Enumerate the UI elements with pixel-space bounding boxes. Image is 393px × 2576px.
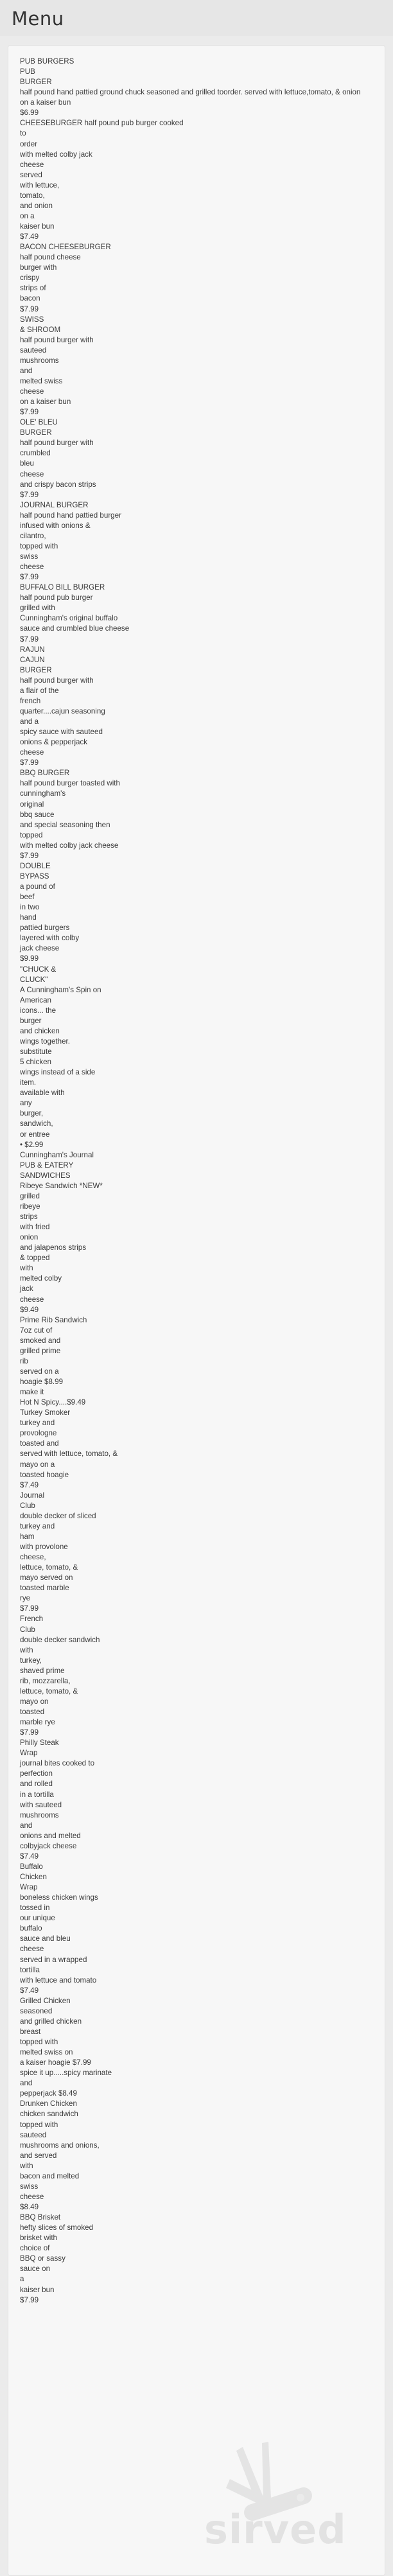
menu-line: Club [20,1625,35,1634]
menu-line: mayo served on [20,1573,73,1582]
menu-line: BBQ Brisket [20,2213,61,2222]
menu-line: $7.49 [20,1480,39,1489]
menu-line: with [20,1645,33,1654]
menu-line: and jalapenos strips [20,1243,87,1252]
menu-line: and rolled [20,1780,53,1789]
menu-line: $7.99 [20,1728,39,1737]
menu-line: burger, [20,1109,44,1118]
menu-line: sauce on [20,2265,51,2274]
menu-line: BBQ BURGER [20,769,70,778]
menu-line: bleu [20,459,34,468]
menu-line: BACON CHEESEBURGER [20,243,111,252]
menu-line: BBQ or sassy [20,2254,66,2263]
menu-line: Cunningham's Journal [20,1150,94,1159]
menu-line: available with [20,1089,65,1098]
menu-line: Club [20,1501,35,1510]
menu-line: on a kaiser bun [20,98,71,107]
menu-line: Prime Rib Sandwich [20,1315,87,1324]
menu-line: $7.99 [20,408,39,417]
menu-line: Ribeye Sandwich *NEW* [20,1181,103,1190]
menu-line: hefty slices of smoked [20,2223,94,2232]
menu-line: & topped [20,1254,50,1263]
menu-line: lettuce, tomato, & [20,1687,78,1695]
menu-line: hand [20,913,37,922]
menu-line: chicken sandwich [20,2110,78,2119]
menu-line: & SHROOM [20,325,61,334]
menu-line: cheese [20,1945,44,1954]
menu-line: bbq sauce [20,810,55,819]
menu-line: breast [20,2027,41,2036]
menu-line: and [20,2079,33,2088]
menu-line: BYPASS [20,872,49,881]
menu-line: $7.99 [20,304,39,313]
menu-line: BURGER [20,78,52,87]
menu-line: cheese, [20,1553,46,1562]
menu-line: $6.99 [20,109,39,118]
menu-line: french [20,696,41,705]
menu-line: swiss [20,552,39,561]
menu-line: cheese [20,563,44,572]
menu-line: shaved prime [20,1666,65,1675]
menu-line: rib [20,1356,28,1365]
menu-line: topped [20,830,43,839]
menu-line: toasted hoagie [20,1470,69,1479]
menu-line: kaiser bun [20,2285,55,2294]
menu-line: turkey and [20,1521,55,1530]
menu-line: cheese [20,160,44,169]
menu-line: perfection [20,1769,53,1778]
menu-line: cheese [20,387,44,396]
menu-line: turkey and [20,1419,55,1428]
menu-line: served in a wrapped [20,1955,87,1964]
menu-line: pepperjack $8.49 [20,2089,77,2098]
menu-line: Journal [20,1491,45,1500]
menu-line: to [20,129,26,138]
menu-line: item. [20,1078,37,1087]
menu-line: served [20,170,42,179]
menu-line: sauce and crumbled blue cheese [20,624,130,633]
menu-line: or entree [20,1130,50,1139]
menu-line: $9.99 [20,954,39,963]
menu-line: double decker of sliced [20,1511,96,1520]
menu-line: provologne [20,1429,57,1438]
menu-line: crumbled [20,449,51,458]
menu-line: grilled prime [20,1346,61,1355]
menu-line: JOURNAL BURGER [20,500,89,509]
menu-line: Wrap [20,1883,38,1892]
menu-line: OLE' BLEU [20,418,58,427]
menu-line: mushrooms [20,1810,59,1819]
watermark-brand: sirved [204,2506,347,2553]
menu-line: on a [20,211,35,220]
menu-line: half pound burger with [20,676,94,685]
menu-line: seasoned [20,2006,53,2015]
menu-line: and a [20,717,39,726]
menu-line: buffalo [20,1924,42,1933]
menu-line: $7.99 [20,635,39,644]
menu-line: jack [20,1284,33,1293]
menu-line: SANDWICHES [20,1171,71,1180]
menu-line: topped with [20,2120,58,2129]
menu-line: spicy sauce with sauteed [20,728,103,737]
menu-line: original [20,800,44,809]
menu-line: and served [20,2151,57,2160]
menu-line: burger with [20,263,57,272]
menu-line: quarter....cajun seasoning [20,706,105,715]
menu-line: marble rye [20,1718,55,1727]
menu-line: substitute [20,1047,52,1056]
menu-line: CAJUN [20,655,45,664]
menu-line: CLUCK" [20,975,48,984]
menu-line: make it [20,1388,44,1397]
menu-line: with melted colby jack cheese [20,841,119,850]
menu-line: DOUBLE [20,861,51,870]
menu-line: topped with [20,541,58,550]
menu-line: RAJUN [20,645,45,654]
menu-line: $9.49 [20,1305,39,1314]
menu-line: Philly Steak [20,1739,59,1748]
menu-line: cilantro, [20,531,46,540]
menu-line: jack cheese [20,944,60,953]
menu-line: and chicken [20,1026,60,1035]
menu-line: $7.49 [20,1986,39,1995]
menu-line: mushrooms [20,356,59,365]
menu-line: $7.99 [20,758,39,767]
menu-line: ham [20,1532,35,1541]
menu-line: Cunningham's original buffalo [20,614,118,623]
menu-line: cheese [20,469,44,478]
menu-line: cheese [20,2192,44,2201]
menu-line: boneless chicken wings [20,1893,98,1902]
menu-line: lettuce, tomato, & [20,1563,78,1572]
menu-line: in a tortilla [20,1790,54,1799]
menu-line: BURGER [20,428,52,437]
menu-line: melted swiss [20,376,63,385]
menu-line: $7.99 [20,490,39,499]
menu-line: layered with colby [20,934,80,943]
menu-line: any [20,1099,32,1108]
menu-line: smoked and [20,1336,61,1345]
menu-line: 7oz cut of [20,1326,53,1335]
menu-line: topped with [20,2038,58,2046]
menu-line: Wrap [20,1749,38,1758]
menu-line: grilled [20,1191,40,1200]
menu-line: A Cunningham's Spin on [20,985,101,994]
menu-line: brisket with [20,2234,57,2243]
menu-line: half pound burger toasted with [20,779,120,788]
menu-line: onions & pepperjack [20,738,88,747]
menu-line: bacon and melted [20,2171,80,2180]
menu-line: choice of [20,2244,50,2253]
menu-line: BURGER [20,665,52,674]
sirved-watermark [204,2434,365,2563]
menu-line: served with lettuce, tomato, & [20,1450,118,1459]
menu-line: mayo on [20,1697,49,1706]
menu-line: burger [20,1016,42,1025]
menu-line: cunningham's [20,789,66,798]
menu-line: tortilla [20,1965,40,1974]
menu-line: SWISS [20,315,44,324]
menu-line: BUFFALO BILL BURGER [20,583,105,592]
menu-line: mayo on a [20,1460,55,1469]
menu-line: Turkey Smoker [20,1408,71,1417]
menu-line: Buffalo [20,1862,43,1871]
menu-line: swiss [20,2182,39,2191]
menu-line: mushrooms and onions, [20,2141,100,2150]
menu-content [20,57,380,2306]
menu-line: with lettuce and tomato [20,1976,97,1985]
page-header [0,0,393,36]
menu-line: with lettuce, [20,180,60,189]
menu-line: and grilled chicken [20,2017,82,2026]
menu-line: kaiser bun [20,222,55,231]
menu-line: melted swiss on [20,2048,73,2057]
menu-line: turkey, [20,1656,42,1665]
menu-line: CHEESEBURGER half pound pub burger cooked [20,119,184,128]
menu-line: half pound hand pattied burger [20,511,121,520]
menu-line: $7.49 [20,232,39,241]
menu-line: tossed in [20,1904,50,1913]
menu-line: rye [20,1594,31,1603]
menu-line: with melted colby jack [20,150,92,159]
menu-line: double decker sandwich [20,1635,100,1644]
menu-line: $7.99 [20,851,39,860]
menu-line: sauteed [20,346,47,355]
menu-line: sauce and bleu [20,1934,71,1943]
menu-line: beef [20,893,35,902]
menu-line: $7.99 [20,573,39,582]
menu-line: sauteed [20,2130,47,2139]
menu-line: Hot N Spicy....$9.49 [20,1398,86,1407]
page-title: Menu [12,8,64,30]
menu-line: American [20,995,51,1004]
menu-line: wings together. [20,1037,70,1046]
menu-line: with [20,2161,33,2170]
menu-line: spice it up.....spicy marinate [20,2069,112,2078]
menu-line: a [20,2275,24,2284]
menu-line: our unique [20,1914,55,1923]
menu-line: $8.49 [20,2203,39,2211]
menu-line: and special seasoning then [20,820,110,829]
menu-line: crispy [20,274,40,283]
menu-line: colbyjack cheese [20,1841,77,1850]
menu-line: bacon [20,294,40,303]
menu-line: with [20,1264,33,1273]
menu-line: half pound pub burger [20,593,93,602]
menu-line: in two [20,903,40,912]
menu-line: Chicken [20,1873,47,1881]
menu-line: $7.99 [20,1604,39,1613]
menu-line: melted colby [20,1274,62,1283]
menu-line: toasted [20,1708,45,1716]
menu-line: half pound cheese [20,253,81,262]
menu-line: with provolone [20,1543,68,1551]
menu-line: half pound hand pattied ground chuck seasoned and grilled toorder. served with lettuce,tomato, & onion [20,88,361,97]
menu-line: ribeye [20,1202,40,1211]
menu-line: tomato, [20,191,45,200]
menu-line: a flair of the [20,686,59,695]
menu-line: onions and melted [20,1831,81,1840]
menu-line: $7.49 [20,1852,39,1861]
menu-line: French [20,1615,44,1624]
menu-line: icons... the [20,1006,57,1015]
menu-line: Drunken Chicken [20,2099,77,2108]
menu-line: sandwich, [20,1119,53,1128]
menu-line: half pound burger with [20,335,94,344]
menu-line: 5 chicken [20,1058,51,1067]
menu-line: toasted and [20,1439,59,1448]
menu-line: and [20,366,33,375]
menu-line: cheese [20,1295,44,1304]
menu-line: and crispy bacon strips [20,480,96,489]
menu-line: half pound burger with [20,439,94,448]
menu-line: a pound of [20,882,55,891]
menu-line: PUB BURGERS [20,57,74,66]
menu-line: $7.99 [20,2295,39,2304]
menu-line: a kaiser hoagie $7.99 [20,2058,91,2067]
menu-line: pattied burgers [20,924,70,933]
menu-line: with sauteed [20,1800,62,1809]
menu-line: served on a [20,1367,59,1376]
menu-line: grilled with [20,604,55,613]
menu-line: PUB & EATERY [20,1161,74,1170]
menu-line: strips of [20,284,46,293]
menu-line: cheese [20,748,44,757]
menu-line: "CHUCK & [20,965,57,974]
menu-line: • $2.99 [20,1140,44,1149]
menu-line: wings instead of a side [20,1068,96,1077]
menu-line: toasted marble [20,1584,69,1593]
menu-line: and [20,1821,33,1830]
menu-line: PUB [20,67,35,76]
menu-line: Grilled Chicken [20,1996,71,2005]
menu-line: infused with onions & [20,521,91,530]
menu-line: journal bites cooked to [20,1759,95,1768]
menu-line: onion [20,1233,39,1242]
menu-line: strips [20,1213,38,1221]
menu-line: hoagie $8.99 [20,1378,64,1386]
menu-line: and onion [20,201,53,210]
menu-line: with fried [20,1223,50,1232]
menu-line: on a kaiser bun [20,398,71,407]
menu-line: order [20,139,38,148]
menu-line: rib, mozzarella, [20,1676,71,1685]
